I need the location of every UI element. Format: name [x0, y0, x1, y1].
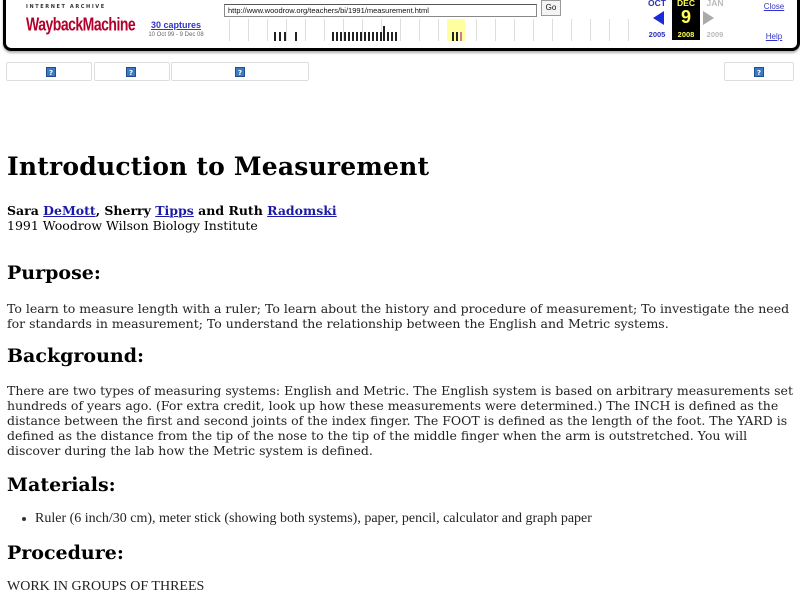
- next-year-label: 2009: [706, 30, 724, 39]
- broken-image-1: [6, 62, 92, 81]
- next-capture-arrow-icon: [703, 11, 714, 25]
- date-navigator: [642, 0, 740, 40]
- wayback-logo[interactable]: [12, 2, 136, 38]
- go-button[interactable]: Go: [541, 0, 561, 16]
- broken-image-3: [171, 62, 309, 81]
- background-text: There are two types of measuring systems: English and Metric. The English system is based on arbitrary measurements set hundreds of years ago. (For extra credit, look up how these measurements were determined.) The INCH is defined as the distance between the first and second joints of the index finger. The FOOT is defined as the length of the foot. The YARD is defined as the distance from the tip of the nose to the tip of the middle finger when the arm is outstretched. You will discover during the lab how the Metric system is defined.: [7, 383, 793, 458]
- captures-range: 10 Oct 99 - 9 Dec 08: [148, 32, 204, 38]
- materials-list: [22, 511, 592, 527]
- broken-image-icon: ?: [126, 67, 136, 77]
- wayback-toolbar: [3, 0, 800, 51]
- broken-image-2: [94, 62, 170, 81]
- materials-heading: Materials:: [7, 474, 116, 496]
- current-month-label: DEC: [677, 0, 695, 8]
- prev-capture-arrow-icon[interactable]: [653, 11, 664, 25]
- author-link-tipps[interactable]: Tipps: [155, 203, 194, 218]
- institute-line: 1991 Woodrow Wilson Biology Institute: [7, 218, 258, 233]
- author-link-radomski[interactable]: Radomski: [267, 203, 337, 218]
- broken-image-icon: ?: [754, 67, 764, 77]
- page-title: Introduction to Measurement: [7, 152, 430, 181]
- current-year-label: 2008: [677, 30, 695, 39]
- url-input[interactable]: [224, 4, 537, 17]
- prev-year-label[interactable]: 2005: [648, 30, 666, 39]
- captures-link[interactable]: 30 captures: [150, 20, 202, 30]
- author-separator: and Ruth: [193, 203, 268, 218]
- authors-line: [7, 203, 337, 219]
- procedure-heading: Procedure:: [7, 542, 124, 564]
- author-separator: , Sherry: [95, 203, 156, 218]
- captures-info: [136, 20, 216, 38]
- purpose-text: To learn to measure length with a ruler; To learn about the history and procedure of measurement; To investigate the need for standards in measurement; To understand the relationship between the English and Metric systems.: [7, 301, 790, 331]
- help-link[interactable]: Help: [765, 32, 783, 41]
- procedure-text: WORK IN GROUPS OF THREES: [7, 579, 205, 594]
- purpose-heading: Purpose:: [7, 262, 101, 284]
- logo-internet-archive-text: INTERNET ARCHIVE: [26, 4, 106, 10]
- logo-wayback-text: WaybackMachine: [26, 13, 136, 35]
- prev-month-label[interactable]: OCT: [648, 0, 666, 8]
- close-link[interactable]: Close: [763, 2, 785, 11]
- broken-image-4: [724, 62, 794, 81]
- broken-image-icon: ?: [46, 67, 56, 77]
- current-day: 9: [680, 7, 691, 27]
- background-heading: Background:: [7, 345, 144, 367]
- author-link-demott[interactable]: DeMott: [43, 203, 96, 218]
- bullet-icon: [22, 517, 26, 521]
- materials-item: Ruler (6 inch/30 cm), meter stick (showing both systems), paper, pencil, calculator and graph paper: [35, 511, 592, 526]
- capture-timeline[interactable]: [219, 19, 639, 43]
- broken-image-icon: ?: [235, 67, 245, 77]
- author-first-name: Sara: [7, 203, 44, 218]
- next-month-label: JAN: [706, 0, 724, 8]
